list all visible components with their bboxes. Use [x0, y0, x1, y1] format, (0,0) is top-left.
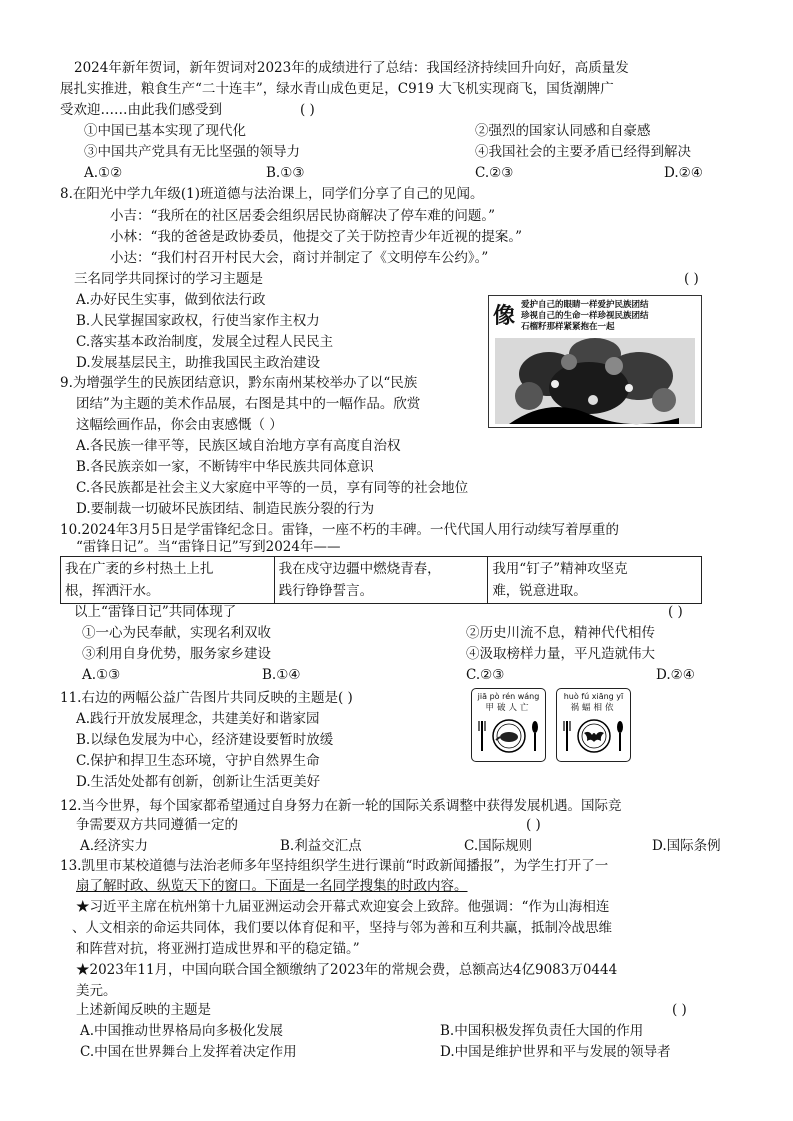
- q12-stem-line-2: 争需要双方共同遵循一定的: [76, 817, 238, 833]
- q13-news-1: ★习近平主席在杭州第十九届亚洲运动会开幕式欢迎宴会上致辞。他强调：“作为山海相连: [76, 899, 610, 915]
- q12-stem-line-1: 12.当今世界，每个国家都希望通过自身努力在新一轮的国际关系调整中获得发展机遇。国际竞: [60, 798, 622, 814]
- q9-stem-line-1: 9.为增强学生的民族团结意识，黔东南州某校举办了以“民族: [60, 375, 418, 391]
- diary-cell-1: 我在广袤的乡村热土上扎 根，挥洒汗水。: [61, 557, 275, 604]
- q10-question: 以上“雷锋日记”共同体现了: [74, 604, 237, 620]
- q9-option-a: A.各民族一律平等，民族区域自治地方享有高度自治权: [76, 438, 401, 454]
- diary-cell-2: 我在戍守边疆中燃烧青春， 践行铮铮誓言。: [274, 557, 488, 604]
- q12-option-a: A.经济实力: [80, 838, 149, 854]
- ad1-text: 甲破人亡: [485, 703, 532, 713]
- q11-option-b: B.以绿色发展为中心，经济建设要暂时放缓: [76, 732, 334, 748]
- q8-stem: 8.在阳光中学九年级(1)班道德与法治课上，同学们分享了自己的见闻。: [60, 186, 484, 202]
- ad2-text: 祸蝠相依: [570, 703, 617, 713]
- q8-question: 三名同学共同探讨的学习主题是: [74, 271, 263, 287]
- q7-statement-1: ①中国已基本实现了现代化: [84, 123, 246, 139]
- q9-option-c: C.各民族都是社会主义大家庭中平等的一员，享有同等的社会地位: [76, 480, 469, 496]
- q10-option-b: B.①④: [262, 667, 301, 683]
- table-row: [61, 557, 702, 604]
- q9-option-b: B.各民族亲如一家，不断铸牢中华民族共同体意识: [76, 459, 374, 475]
- poster-line-1: 爱护自己的眼睛一样爱护民族团结: [521, 300, 649, 310]
- q7-statement-3: ③中国共产党具有无比坚强的领导力: [84, 144, 300, 160]
- q9-stem-line-2: 团结”为主题的美术作品展，右图是其中的一幅作品。欣赏: [76, 396, 421, 412]
- q13-answer-paren: ( ): [672, 1002, 687, 1018]
- poster-line-3: 石榴籽那样紧紧抱在一起: [521, 322, 615, 332]
- q11-option-c: C.保护和捍卫生态环境，守护自然界生命: [76, 753, 320, 769]
- q13-question: 上述新闻反映的主题是: [76, 1002, 211, 1018]
- q7-option-d: D.②④: [664, 165, 703, 181]
- q8-option-a: A.办好民生实事，做到依法行政: [76, 292, 266, 308]
- q7-stem-line-2: 展扎实推进，粮食生产“二十连丰”，绿水青山成色更足，C919 大飞机实现商飞，国货潮牌广: [60, 81, 614, 97]
- q10-statement-1: ①一心为民奉献，实现名利双收: [82, 625, 271, 641]
- poster-big-char: 像: [493, 304, 516, 329]
- q7-statement-2: ②强烈的国家认同感和自豪感: [475, 123, 651, 139]
- q10-statement-2: ②历史川流不息，精神代代相传: [466, 625, 655, 641]
- q13-news-5: 美元。: [76, 983, 117, 999]
- q13-option-b: B.中国积极发挥负责任大国的作用: [440, 1023, 644, 1039]
- ad2-pinyin: huò fú xiāng yī: [563, 692, 624, 701]
- q11-option-d: D.生活处处都有创新，创新让生活更美好: [76, 774, 321, 790]
- poster-line-2: 珍视自己的生命一样珍视民族团结: [521, 311, 649, 321]
- q10-stem-line-1: 10.2024年3月5日是学雷锋纪念日。雷锋，一座不朽的丰碑。一代代国人用行动续写着厚重的: [60, 522, 620, 538]
- q10-option-c: C.②③: [466, 667, 505, 683]
- ad-image-pangolin: [471, 688, 546, 762]
- q10-option-d: D.②④: [656, 667, 695, 683]
- q9-stem-line-3: 这幅绘画作品，你会由衷感慨（ ）: [76, 417, 283, 433]
- q13-news-4: ★2023年11月，中国向联合国全额缴纳了2023年的常规会费，总额高达4亿9083万0444: [76, 962, 618, 978]
- ad-image-bat: [556, 688, 631, 762]
- q8-option-b: B.人民掌握国家政权，行使当家作主权力: [76, 313, 320, 329]
- q7-option-a: A.①②: [84, 165, 123, 181]
- q7-stem-line-1: 2024年新年贺词，新年贺词对2023年的成绩进行了总结：我国经济持续回升向好，高质量发: [74, 60, 629, 76]
- q10-statement-3: ③利用自身优势，服务家乡建设: [82, 646, 271, 662]
- q13-option-a: A.中国推动世界格局向多极化发展: [80, 1023, 284, 1039]
- poster-artwork: [489, 296, 701, 427]
- q10-option-a: A.①③: [82, 667, 121, 683]
- q10-stem-line-2: “雷锋日记”。当“雷锋日记”写到2024年——: [76, 539, 341, 555]
- q8-quote-3: 小达：“我们村召开村民大会，商讨并制定了《文明停车公约》。”: [110, 250, 489, 266]
- q10-answer-paren: ( ): [668, 604, 683, 620]
- q11-stem: 11.右边的两幅公益广告图片共同反映的主题是( ): [60, 690, 353, 706]
- q7-option-b: B.①③: [266, 165, 305, 181]
- q7-statement-4: ④我国社会的主要矛盾已经得到解决: [475, 144, 691, 160]
- q8-option-d: D.发展基层民主，助推我国民主政治建设: [76, 355, 321, 371]
- q12-answer-paren: ( ): [526, 817, 541, 833]
- q7-stem-line-3: 受欢迎……由此我们感受到: [60, 102, 222, 118]
- q8-quote-1: 小吉：“我所在的社区居委会组织居民协商解决了停车难的问题。”: [110, 208, 496, 224]
- q13-news-2: 、人文相亲的命运共同体，我们要以体育促和平，坚持与邻为善和互利共赢，抵制冷战思维: [72, 920, 612, 936]
- q12-option-d: D.国际条例: [652, 838, 721, 854]
- q9-option-d: D.要制裁一切破坏民族团结、制造民族分裂的行为: [76, 501, 375, 517]
- q13-option-d: D.中国是维护世界和平与发展的领导者: [440, 1044, 671, 1060]
- q8-answer-paren: ( ): [684, 271, 699, 287]
- q8-quote-2: 小林：“我的爸爸是政协委员，他提交了关于防控青少年近视的提案。”: [110, 229, 523, 245]
- q13-stem-line-1: 13.凯里市某校道德与法治老师多年坚持组织学生进行课前“时政新闻播报”，为学生打开了一: [60, 858, 609, 874]
- q12-option-b: B.利益交汇点: [280, 838, 362, 854]
- pangolin-plate-icon: [472, 713, 545, 759]
- q12-option-c: C.国际规则: [464, 838, 533, 854]
- unity-poster-image: [488, 295, 702, 428]
- q13-option-c: C.中国在世界舞台上发挥着决定作用: [80, 1044, 297, 1060]
- bat-plate-icon: [557, 713, 630, 759]
- ad1-pinyin: jiā pò rén wáng: [477, 692, 540, 701]
- q7-option-c: C.②③: [475, 165, 514, 181]
- q13-news-3: 和阵营对抗，将亚洲打造成世界和平的稳定锚。”: [76, 941, 360, 957]
- diary-cell-3: 我用“钉子”精神攻坚克 难，锐意进取。: [488, 557, 702, 604]
- leifeng-diary-table: [60, 556, 702, 604]
- q10-statement-4: ④汲取榜样力量，平凡造就伟大: [466, 646, 655, 662]
- q8-option-c: C.落实基本政治制度，发展全过程人民民主: [76, 334, 334, 350]
- q13-stem-line-2: 扇了解时政、纵览天下的窗口。下面是一名同学搜集的时政内容。: [76, 878, 468, 894]
- q11-option-a: A.践行开放发展理念，共建美好和谐家园: [76, 711, 320, 727]
- q7-answer-paren: ( ): [300, 102, 315, 118]
